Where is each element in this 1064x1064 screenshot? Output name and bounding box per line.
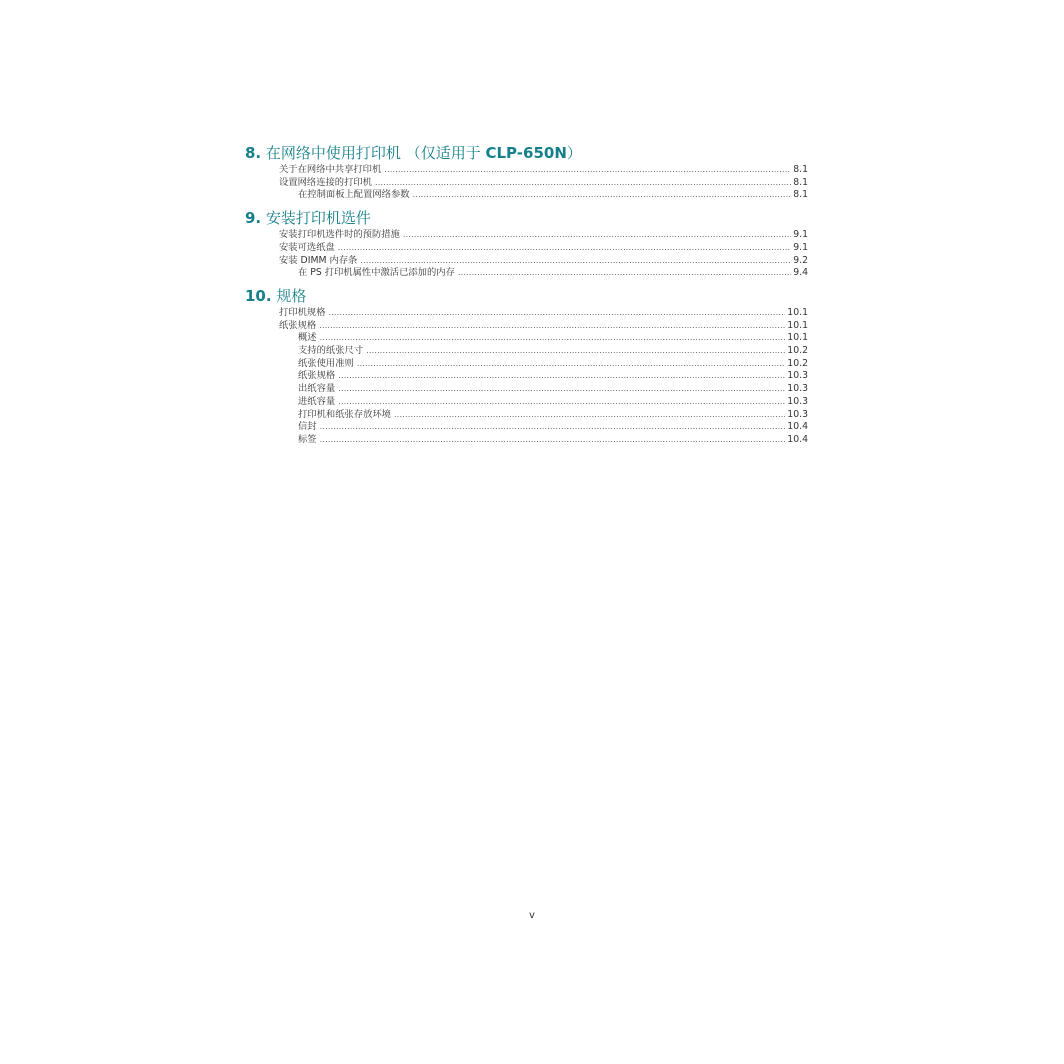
toc-entry[interactable] (245, 164, 808, 177)
toc-entry-page: 9.1 (793, 241, 808, 253)
toc-entry-page: 10.3 (787, 395, 808, 407)
toc-subentry[interactable] (245, 383, 808, 396)
dot-leader (375, 177, 791, 190)
toc-subentry[interactable] (245, 396, 808, 409)
toc-entry-label: 安装 DIMM 内存条 (279, 254, 358, 266)
dot-leader (394, 409, 785, 422)
dot-leader (403, 229, 791, 242)
dot-leader (458, 267, 791, 280)
toc-entry[interactable] (245, 229, 808, 242)
toc-entry-label: 支持的纸张尺寸 (298, 345, 364, 357)
toc-entry-label: 信封 (298, 421, 317, 433)
section-title-end: ） (566, 144, 582, 162)
section-title: 在网络中使用打印机 （仅适用于 (265, 144, 481, 162)
dot-leader (360, 255, 791, 268)
toc-subentry[interactable] (245, 332, 808, 345)
section-number: 9. (245, 209, 262, 228)
dot-leader (329, 307, 786, 320)
toc-subentry[interactable] (245, 267, 808, 280)
dot-leader (338, 383, 785, 396)
toc-entry-page: 10.3 (787, 408, 808, 420)
toc-entry-page: 10.3 (787, 383, 808, 395)
toc-entry-page: 10.4 (787, 421, 808, 433)
toc-entry-label: 纸张使用准则 (298, 357, 354, 369)
toc-entry-label: 出纸容量 (298, 383, 336, 395)
dot-leader (319, 320, 785, 333)
toc-entry[interactable] (245, 255, 808, 268)
toc-entry-page: 10.3 (787, 370, 808, 382)
dot-leader (357, 358, 786, 371)
dot-leader (338, 396, 785, 409)
toc-entry-label: 设置网络连接的打印机 (279, 176, 372, 188)
toc-entry-label: 打印机和纸张存放环境 (298, 408, 391, 420)
toc-section-8 (245, 144, 808, 202)
toc-subentry[interactable] (245, 345, 808, 358)
section-number: 10. (245, 286, 272, 305)
toc-subentry[interactable] (245, 434, 808, 447)
toc-entry-page: 10.1 (787, 319, 808, 331)
toc-entry-label: 安装可选纸盘 (279, 241, 335, 253)
toc-entry-page: 10.2 (787, 345, 808, 357)
toc-entry[interactable] (245, 320, 808, 333)
section-heading[interactable] (245, 209, 808, 227)
toc-entry[interactable] (245, 307, 808, 320)
toc-entry-page: 9.2 (793, 254, 808, 266)
toc-entry-label: 在控制面板上配置网络参数 (298, 189, 410, 201)
table-of-contents (245, 144, 808, 454)
toc-subentry[interactable] (245, 370, 808, 383)
section-title: 安装打印机选件 (265, 209, 371, 228)
toc-entry-label: 纸张规格 (279, 319, 317, 331)
toc-entry[interactable] (245, 242, 808, 255)
toc-entry-label: 打印机规格 (279, 306, 326, 318)
toc-subentry[interactable] (245, 189, 808, 202)
toc-entry-page: 10.4 (787, 433, 808, 445)
page-number: v (529, 910, 535, 921)
toc-subentry[interactable] (245, 409, 808, 422)
dot-leader (338, 242, 791, 255)
dot-leader (338, 370, 785, 383)
toc-entry-label: 纸张规格 (298, 370, 336, 382)
toc-section-9 (245, 209, 808, 280)
dot-leader (320, 332, 786, 345)
toc-entry[interactable] (245, 177, 808, 190)
dot-leader (320, 421, 786, 434)
toc-entry-page: 10.1 (787, 332, 808, 344)
toc-entry-page: 9.1 (793, 229, 808, 241)
toc-entry-page: 8.1 (793, 189, 808, 201)
dot-leader (413, 189, 792, 202)
toc-section-10 (245, 287, 808, 447)
section-heading[interactable] (245, 287, 808, 305)
toc-entry-label: 安装打印机选件时的预防措施 (279, 229, 400, 241)
dot-leader (384, 164, 791, 177)
dot-leader (320, 434, 786, 447)
toc-entry-page: 9.4 (793, 267, 808, 279)
toc-entry-label: 关于在网络中共享打印机 (279, 164, 382, 175)
toc-entry-label: 概述 (298, 332, 317, 344)
toc-entry-label: 标签 (298, 433, 317, 445)
toc-subentry[interactable] (245, 421, 808, 434)
section-number: 8. (245, 144, 262, 162)
toc-entry-label: 在 PS 打印机属性中激活已添加的内存 (298, 267, 455, 279)
section-title: 规格 (276, 286, 307, 305)
toc-entry-page: 10.2 (787, 357, 808, 369)
toc-entry-page: 10.1 (787, 306, 808, 318)
toc-entry-page: 8.1 (793, 164, 808, 175)
toc-entry-label: 进纸容量 (298, 395, 336, 407)
section-heading[interactable] (245, 144, 808, 162)
toc-entry-page: 8.1 (793, 176, 808, 188)
section-title-model: CLP-650N (485, 144, 567, 162)
toc-subentry[interactable] (245, 358, 808, 371)
dot-leader (366, 345, 785, 358)
